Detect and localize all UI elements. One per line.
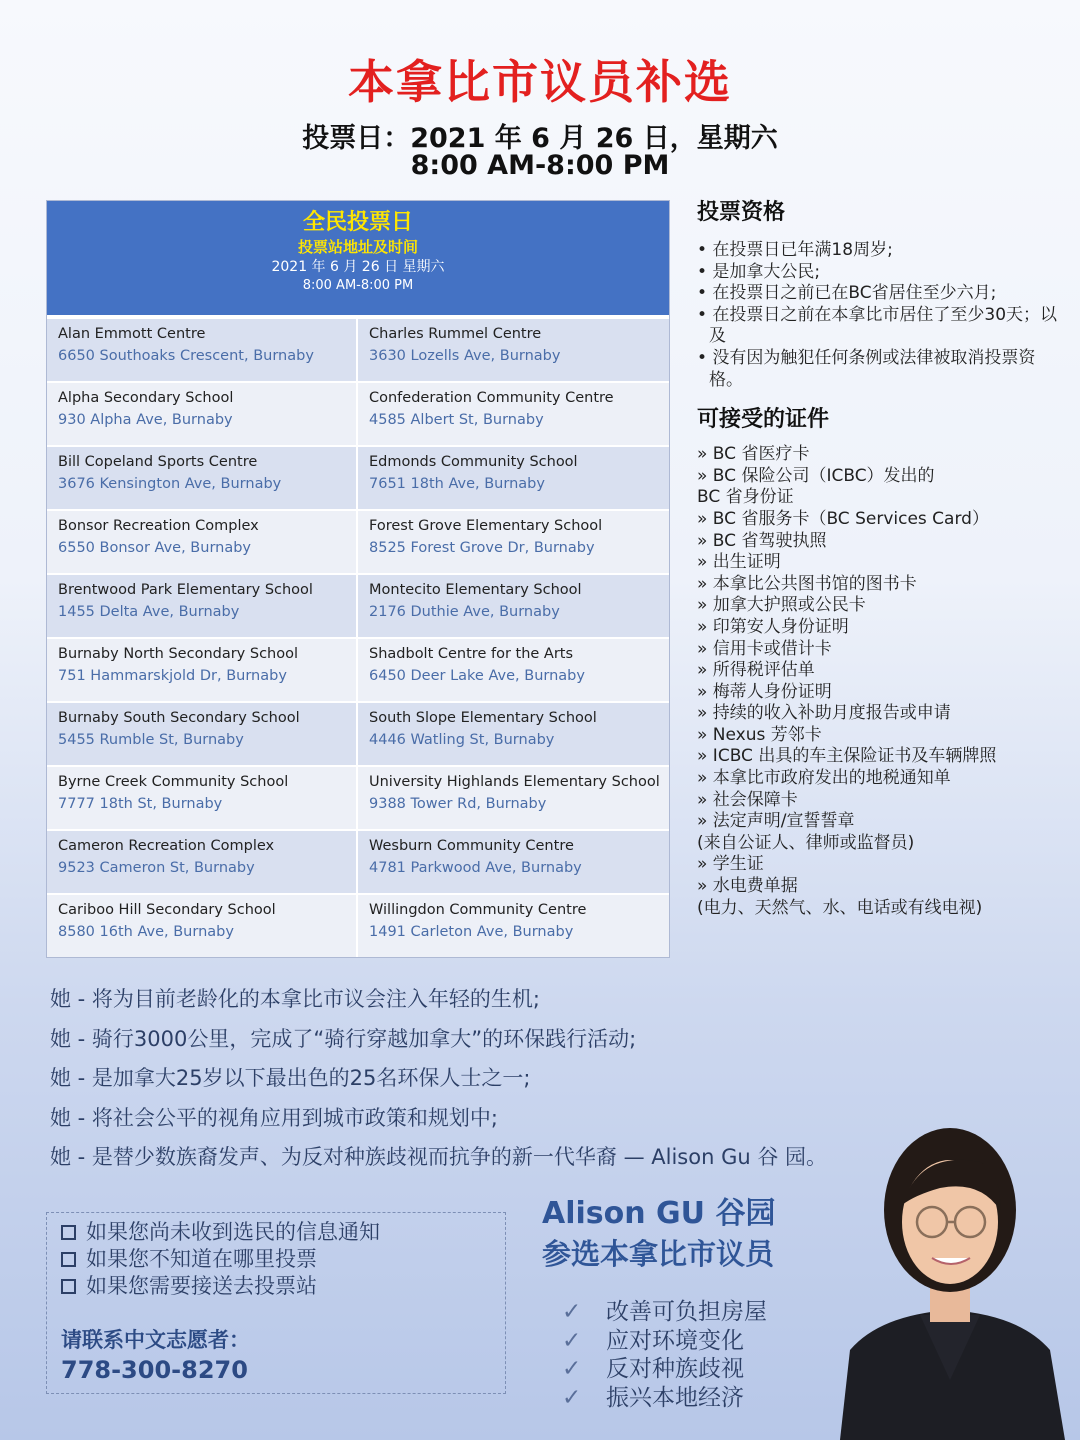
- candidate-block: [542, 1194, 775, 1274]
- station-address: 4585 Albert St, Burnaby: [369, 412, 544, 428]
- table-header: [47, 201, 669, 315]
- station-address: 5455 Rumble St, Burnaby: [58, 732, 244, 748]
- help-item-text: 如果您不知道在哪里投票: [86, 1247, 317, 1271]
- station-address: 4781 Parkwood Ave, Burnaby: [369, 860, 582, 876]
- station-address: 751 Hammarskjold Dr, Burnaby: [58, 668, 287, 684]
- plank-text: 反对种族歧视: [606, 1356, 744, 1383]
- id-item: » 所得税评估单: [697, 660, 815, 681]
- plank-text: 振兴本地经济: [606, 1384, 744, 1411]
- contact-phone: 778-300-8270: [61, 1356, 248, 1384]
- station-address: 4446 Watling St, Burnaby: [369, 732, 555, 748]
- polling-station-cell: [47, 831, 358, 893]
- station-address: 930 Alpha Ave, Burnaby: [58, 412, 233, 428]
- id-item: » 印第安人身份证明: [697, 616, 849, 637]
- station-name: South Slope Elementary School: [369, 710, 597, 726]
- polling-station-cell: [47, 575, 358, 637]
- id-item: » Nexus 芳邻卡: [697, 724, 822, 745]
- vote-date: 投票日：2021 年 6 月 26 日，星期六: [302, 123, 778, 154]
- id-item: » ICBC 出具的车主保险证书及车辆牌照: [697, 746, 997, 767]
- station-name: Byrne Creek Community School: [58, 774, 289, 790]
- help-item: [61, 1273, 505, 1300]
- help-item: [61, 1219, 505, 1246]
- id-item: » 加拿大护照或公民卡: [697, 595, 866, 616]
- page-title: 本拿比市议员补选: [348, 55, 732, 109]
- id-item: » 社会保障卡: [697, 789, 798, 810]
- eligibility-title: 投票资格: [697, 200, 786, 225]
- eligibility-item: • 在投票日之前已在BC省居住至少六月;: [697, 283, 997, 304]
- station-address: 7777 18th St, Burnaby: [58, 796, 223, 812]
- checkmark-icon: ✓: [562, 1384, 582, 1411]
- id-item: » BC 保险公司（ICBC）发出的: [697, 465, 935, 486]
- station-name: Wesburn Community Centre: [369, 838, 574, 854]
- station-name: Confederation Community Centre: [369, 390, 614, 406]
- plank-item: [562, 1327, 767, 1356]
- id-item: » BC 省服务卡（BC Services Card）: [697, 508, 989, 529]
- eligibility-item: • 没有因为触犯任何条例或法律被取消投票资格。: [697, 347, 1036, 390]
- help-item-text: 如果您尚未收到选民的信息通知: [86, 1220, 380, 1244]
- station-address: 8525 Forest Grove Dr, Burnaby: [369, 540, 595, 556]
- polling-station-cell: [358, 703, 669, 765]
- candidate-portrait: [820, 1110, 1080, 1440]
- table-row: [47, 573, 669, 637]
- checkbox-icon: [61, 1279, 76, 1294]
- table-header-title: 全民投票日: [302, 210, 413, 235]
- polling-station-cell: [358, 895, 669, 957]
- polling-station-cell: [47, 895, 358, 957]
- station-address: 7651 18th Ave, Burnaby: [369, 476, 545, 492]
- table-row: [47, 381, 669, 445]
- id-item: » 出生证明: [697, 552, 781, 573]
- table-header-subtitle: 投票站地址及时间: [297, 238, 418, 256]
- station-address: 6450 Deer Lake Ave, Burnaby: [369, 668, 585, 684]
- eligibility-item: • 是加拿大公民;: [697, 261, 821, 282]
- polling-station-cell: [358, 575, 669, 637]
- polling-station-cell: [358, 447, 669, 509]
- station-name: Cameron Recreation Complex: [58, 838, 275, 854]
- polling-station-cell: [358, 383, 669, 445]
- id-item: » 法定声明/宣誓誓章: [697, 811, 855, 832]
- table-row: [47, 317, 669, 381]
- checkmark-icon: ✓: [562, 1327, 582, 1354]
- polling-station-grid: [47, 317, 669, 957]
- id-item: (电力、天然气、水、电话或有线电视): [697, 897, 983, 918]
- station-address: 9388 Tower Rd, Burnaby: [369, 796, 547, 812]
- statement-line: 她 - 骑行3000公里，完成了“骑行穿越加拿大”的环保践行活动;: [50, 1026, 637, 1051]
- station-name: Charles Rummel Centre: [369, 326, 542, 342]
- table-row: [47, 893, 669, 957]
- polling-station-cell: [358, 831, 669, 893]
- statement-line: 她 - 将社会公平的视角应用到城市政策和规划中;: [50, 1105, 499, 1130]
- contact-label: 请联系中文志愿者：: [61, 1328, 250, 1352]
- eligibility-list: [697, 240, 1067, 391]
- id-item: » BC 省驾驶执照: [697, 530, 827, 551]
- station-address: 8580 16th Ave, Burnaby: [58, 924, 234, 940]
- ids-title: 可接受的证件: [697, 407, 830, 433]
- station-name: Burnaby South Secondary School: [58, 710, 300, 726]
- statement-line: 她 - 是加拿大25岁以下最出色的25名环保人士之一;: [50, 1066, 531, 1090]
- id-item: » 学生证: [697, 854, 764, 875]
- station-address: 6550 Bonsor Ave, Burnaby: [58, 540, 252, 556]
- eligibility-item: • 在投票日已年满18周岁;: [697, 240, 893, 260]
- plank-item: [562, 1355, 767, 1384]
- polling-station-cell: [47, 703, 358, 765]
- polling-station-cell: [47, 639, 358, 701]
- id-item: » 梅蒂人身份证明: [697, 681, 832, 702]
- station-address: 1491 Carleton Ave, Burnaby: [369, 924, 574, 940]
- checkbox-icon: [61, 1225, 76, 1240]
- plank-item: [562, 1384, 767, 1413]
- polling-station-cell: [47, 511, 358, 573]
- checkmark-icon: ✓: [562, 1299, 582, 1325]
- id-item: » 本拿比公共图书馆的图书卡: [697, 573, 917, 594]
- station-name: Alan Emmott Centre: [58, 326, 206, 342]
- polling-station-table: [46, 200, 670, 958]
- table-row: [47, 445, 669, 509]
- station-name: Bonsor Recreation Complex: [58, 518, 259, 534]
- station-name: Shadbolt Centre for the Arts: [369, 646, 574, 662]
- id-item: BC 省身份证: [697, 487, 794, 508]
- station-name: Brentwood Park Elementary School: [58, 582, 313, 598]
- polling-station-cell: [47, 767, 358, 829]
- id-item: » 本拿比市政府发出的地税通知单: [697, 768, 951, 789]
- table-row: [47, 765, 669, 829]
- polling-station-cell: [47, 319, 358, 381]
- station-name: Alpha Secondary School: [58, 390, 234, 406]
- station-address: 2176 Duthie Ave, Burnaby: [369, 604, 560, 620]
- table-row: [47, 637, 669, 701]
- vote-time: 8:00 AM-8:00 PM: [410, 150, 670, 181]
- station-address: 1455 Delta Ave, Burnaby: [58, 604, 240, 620]
- table-row: [47, 701, 669, 765]
- id-item: » 持续的收入补助月度报告或申请: [697, 703, 951, 724]
- polling-station-cell: [47, 383, 358, 445]
- polling-station-cell: [358, 767, 669, 829]
- table-row: [47, 509, 669, 573]
- station-name: Forest Grove Elementary School: [369, 518, 603, 534]
- id-item: » 水电费单据: [697, 876, 798, 897]
- table-header-time: 8:00 AM-8:00 PM: [302, 278, 414, 293]
- station-address: 6650 Southoaks Crescent, Burnaby: [58, 348, 314, 364]
- polling-station-cell: [47, 447, 358, 509]
- table-row: [47, 829, 669, 893]
- plank-item: [562, 1298, 767, 1327]
- help-box: [46, 1212, 506, 1394]
- station-address: 9523 Cameron St, Burnaby: [58, 860, 255, 876]
- statement-line: 她 - 将为目前老龄化的本拿比市议会注入年轻的生机;: [50, 987, 541, 1011]
- ids-list: [697, 444, 1067, 919]
- id-item: » BC 省医疗卡: [697, 444, 810, 465]
- candidate-name: Alison GU 谷园: [542, 1196, 776, 1231]
- checkbox-icon: [61, 1252, 76, 1267]
- station-name: Burnaby North Secondary School: [58, 646, 299, 662]
- station-name: Montecito Elementary School: [369, 582, 582, 598]
- station-name: Edmonds Community School: [369, 454, 578, 470]
- checkmark-icon: ✓: [562, 1356, 582, 1383]
- id-item: » 信用卡或借计卡: [697, 638, 832, 659]
- station-name: Bill Copeland Sports Centre: [58, 454, 258, 470]
- statement-line: 她 - 是替少数族裔发声、为反对种族歧视而抗争的新一代华裔 — Alison Gu 谷 园。: [50, 1145, 828, 1169]
- table-header-date: 2021 年 6 月 26 日 星期六: [271, 259, 445, 275]
- station-address: 3676 Kensington Ave, Burnaby: [58, 476, 282, 492]
- eligibility-item: • 在投票日之前在本拿比市居住了至少30天；以及: [697, 304, 1058, 347]
- station-name: Cariboo Hill Secondary School: [58, 902, 276, 918]
- candidate-planks: [562, 1298, 767, 1412]
- candidate-statements: [50, 980, 890, 1178]
- polling-station-cell: [358, 511, 669, 573]
- plank-text: 应对环境变化: [606, 1327, 744, 1354]
- id-item: (来自公证人、律师或监督员): [697, 832, 915, 853]
- candidate-running: 参选本拿比市议员: [542, 1237, 775, 1271]
- help-item-text: 如果您需要接送去投票站: [86, 1274, 317, 1298]
- help-item: [61, 1246, 505, 1273]
- plank-text: 改善可负担房屋: [606, 1299, 767, 1325]
- station-address: 3630 Lozells Ave, Burnaby: [369, 348, 561, 364]
- station-name: Willingdon Community Centre: [369, 902, 587, 918]
- eligibility-panel: [697, 198, 1067, 919]
- station-name: University Highlands Elementary School: [369, 774, 660, 790]
- polling-station-cell: [358, 319, 669, 381]
- polling-station-cell: [358, 639, 669, 701]
